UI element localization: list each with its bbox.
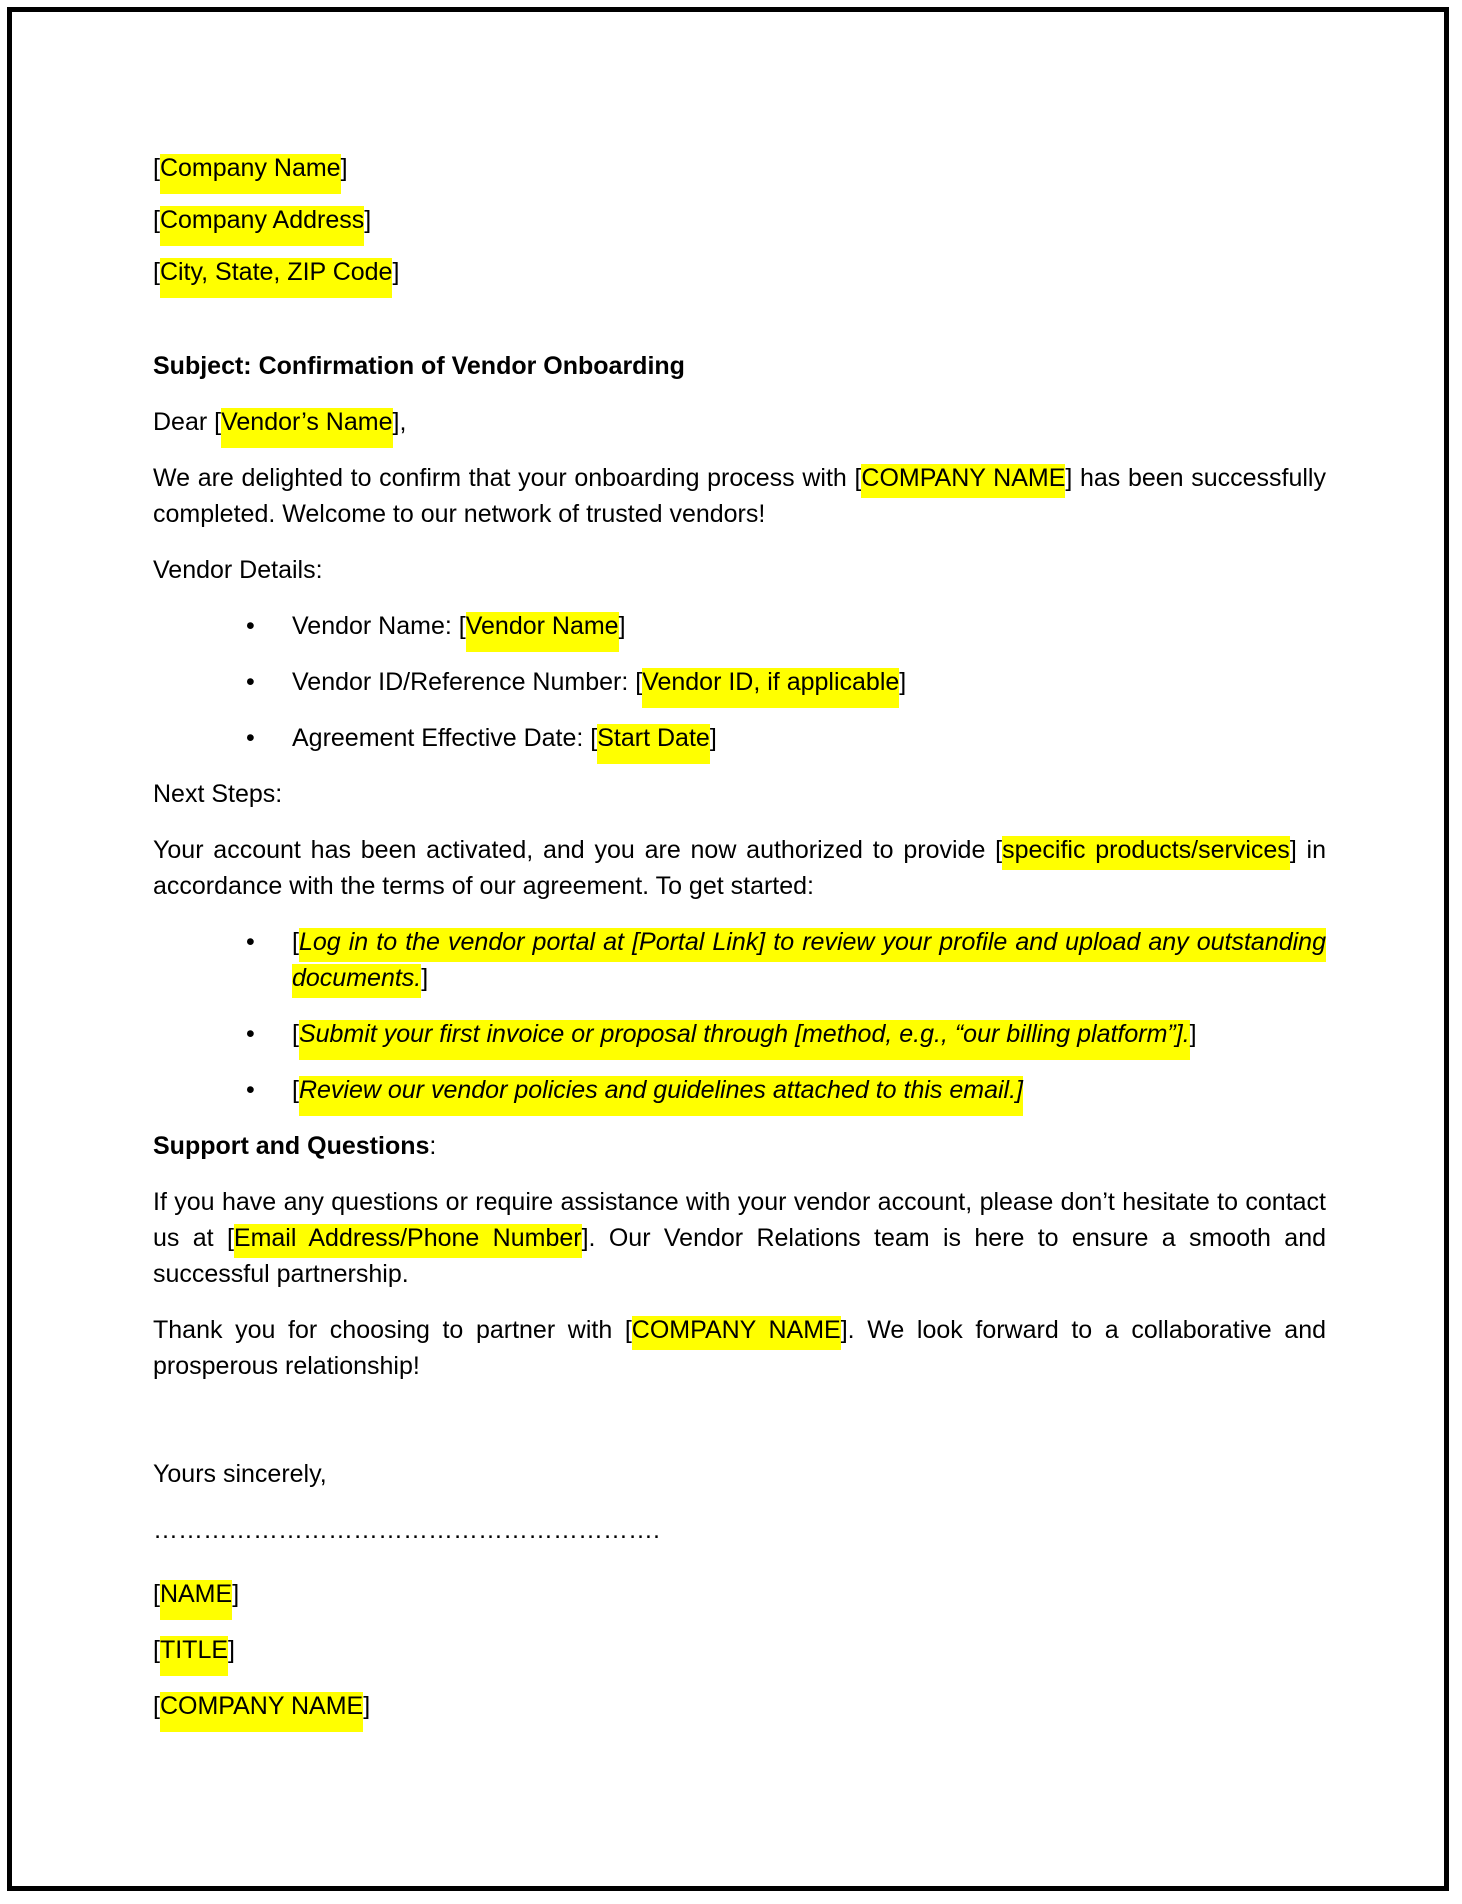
support-heading: Support and Questions: — [153, 1132, 437, 1160]
next-steps-list — [153, 924, 1326, 1108]
bullet-icon: • — [246, 1076, 255, 1104]
greeting: Dear [Vendor’s Name], — [153, 404, 1326, 440]
list-item: • [Review our vendor policies and guidelines attached to this email.] — [153, 1072, 1326, 1108]
bullet-icon: • — [246, 668, 255, 696]
bullet-icon: • — [246, 724, 255, 752]
list-item: • Vendor ID/Reference Number: [Vendor ID, if applicable] — [153, 664, 1326, 700]
bullet-icon: • — [246, 1020, 255, 1048]
sender-address-block — [153, 150, 1326, 290]
bullet-icon: • — [246, 612, 255, 640]
intro-paragraph: We are delighted to confirm that your onboarding process with [COMPANY NAME] has been successfully completed. Welcome to our network of trusted vendors! — [153, 464, 1326, 528]
support-paragraph: If you have any questions or require assistance with your vendor account, please don’t hesitate to contact us at [Email Address/Phone Number]. Our Vendor Relations team is here to ensure a smooth and successful partnership. — [153, 1188, 1327, 1288]
next-steps-heading: Next Steps: — [153, 780, 283, 808]
vendor-details-heading: Vendor Details: — [153, 556, 323, 584]
subject-line: Subject: Confirmation of Vendor Onboarding — [153, 352, 685, 380]
placeholder-start-date: Start Date — [597, 724, 710, 764]
letter-body — [153, 150, 1326, 1744]
vendor-details-list — [153, 608, 1326, 756]
placeholder-email-phone: Email Address/Phone Number — [234, 1224, 582, 1258]
placeholder-title: TITLE — [160, 1636, 228, 1676]
placeholder-company-name-intro: COMPANY NAME — [861, 464, 1065, 498]
placeholder-vendor-name-greeting: Vendor’s Name — [221, 408, 392, 448]
signoff: Yours sincerely, — [153, 1460, 327, 1488]
placeholder-company-name: Company Name — [160, 154, 341, 194]
address-line-company-address: [Company Address] — [153, 202, 1326, 238]
placeholder-vendor-name: Vendor Name — [466, 612, 619, 652]
signature-title: [TITLE] — [153, 1632, 1326, 1668]
list-item: • Vendor Name: [Vendor Name] — [153, 608, 1326, 644]
placeholder-step-policies: Review our vendor policies and guidelines attached to this email.] — [299, 1076, 1023, 1116]
address-line-company-name: [Company Name] — [153, 150, 1326, 186]
placeholder-name: NAME — [160, 1580, 232, 1620]
address-line-city-state-zip: [City, State, ZIP Code] — [153, 254, 1326, 290]
spacer — [153, 1404, 1326, 1456]
placeholder-city-state-zip: City, State, ZIP Code — [160, 258, 393, 298]
signature-company: [COMPANY NAME] — [153, 1688, 1326, 1724]
placeholder-company-name-signature: COMPANY NAME — [160, 1692, 363, 1732]
closing-paragraph: Thank you for choosing to partner with [COMPANY NAME]. We look forward to a collaborative and prosperous relationship! — [153, 1316, 1326, 1380]
signature-name: [NAME] — [153, 1576, 1326, 1612]
document-page — [7, 7, 1449, 1891]
placeholder-step-invoice: Submit your first invoice or proposal through [method, e.g., “our billing platform”]. — [299, 1020, 1190, 1060]
placeholder-vendor-id: Vendor ID, if applicable — [642, 668, 899, 708]
signature-line: ……………………………………………………. — [153, 1516, 660, 1544]
list-item: • [Submit your first invoice or proposal through [method, e.g., “our billing platform”].] — [153, 1016, 1326, 1052]
list-item: • Agreement Effective Date: [Start Date] — [153, 720, 1326, 756]
placeholder-company-address: Company Address — [160, 206, 364, 246]
next-steps-paragraph: Your account has been activated, and you are now authorized to provide [specific products/services] in accordance with the terms of our agreement. To get started: — [153, 836, 1327, 900]
placeholder-company-name-closing: COMPANY NAME — [632, 1316, 841, 1350]
signature-block — [153, 1576, 1326, 1724]
list-item: • [Log in to the vendor portal at [Portal Link] to review your profile and upload any outstanding documents.] — [153, 924, 1326, 996]
placeholder-products-services: specific products/services — [1002, 836, 1290, 870]
placeholder-step-portal: Log in to the vendor portal at [Portal Link] to review your profile and upload any outstanding documents. — [292, 928, 1326, 998]
bullet-icon: • — [246, 928, 255, 956]
